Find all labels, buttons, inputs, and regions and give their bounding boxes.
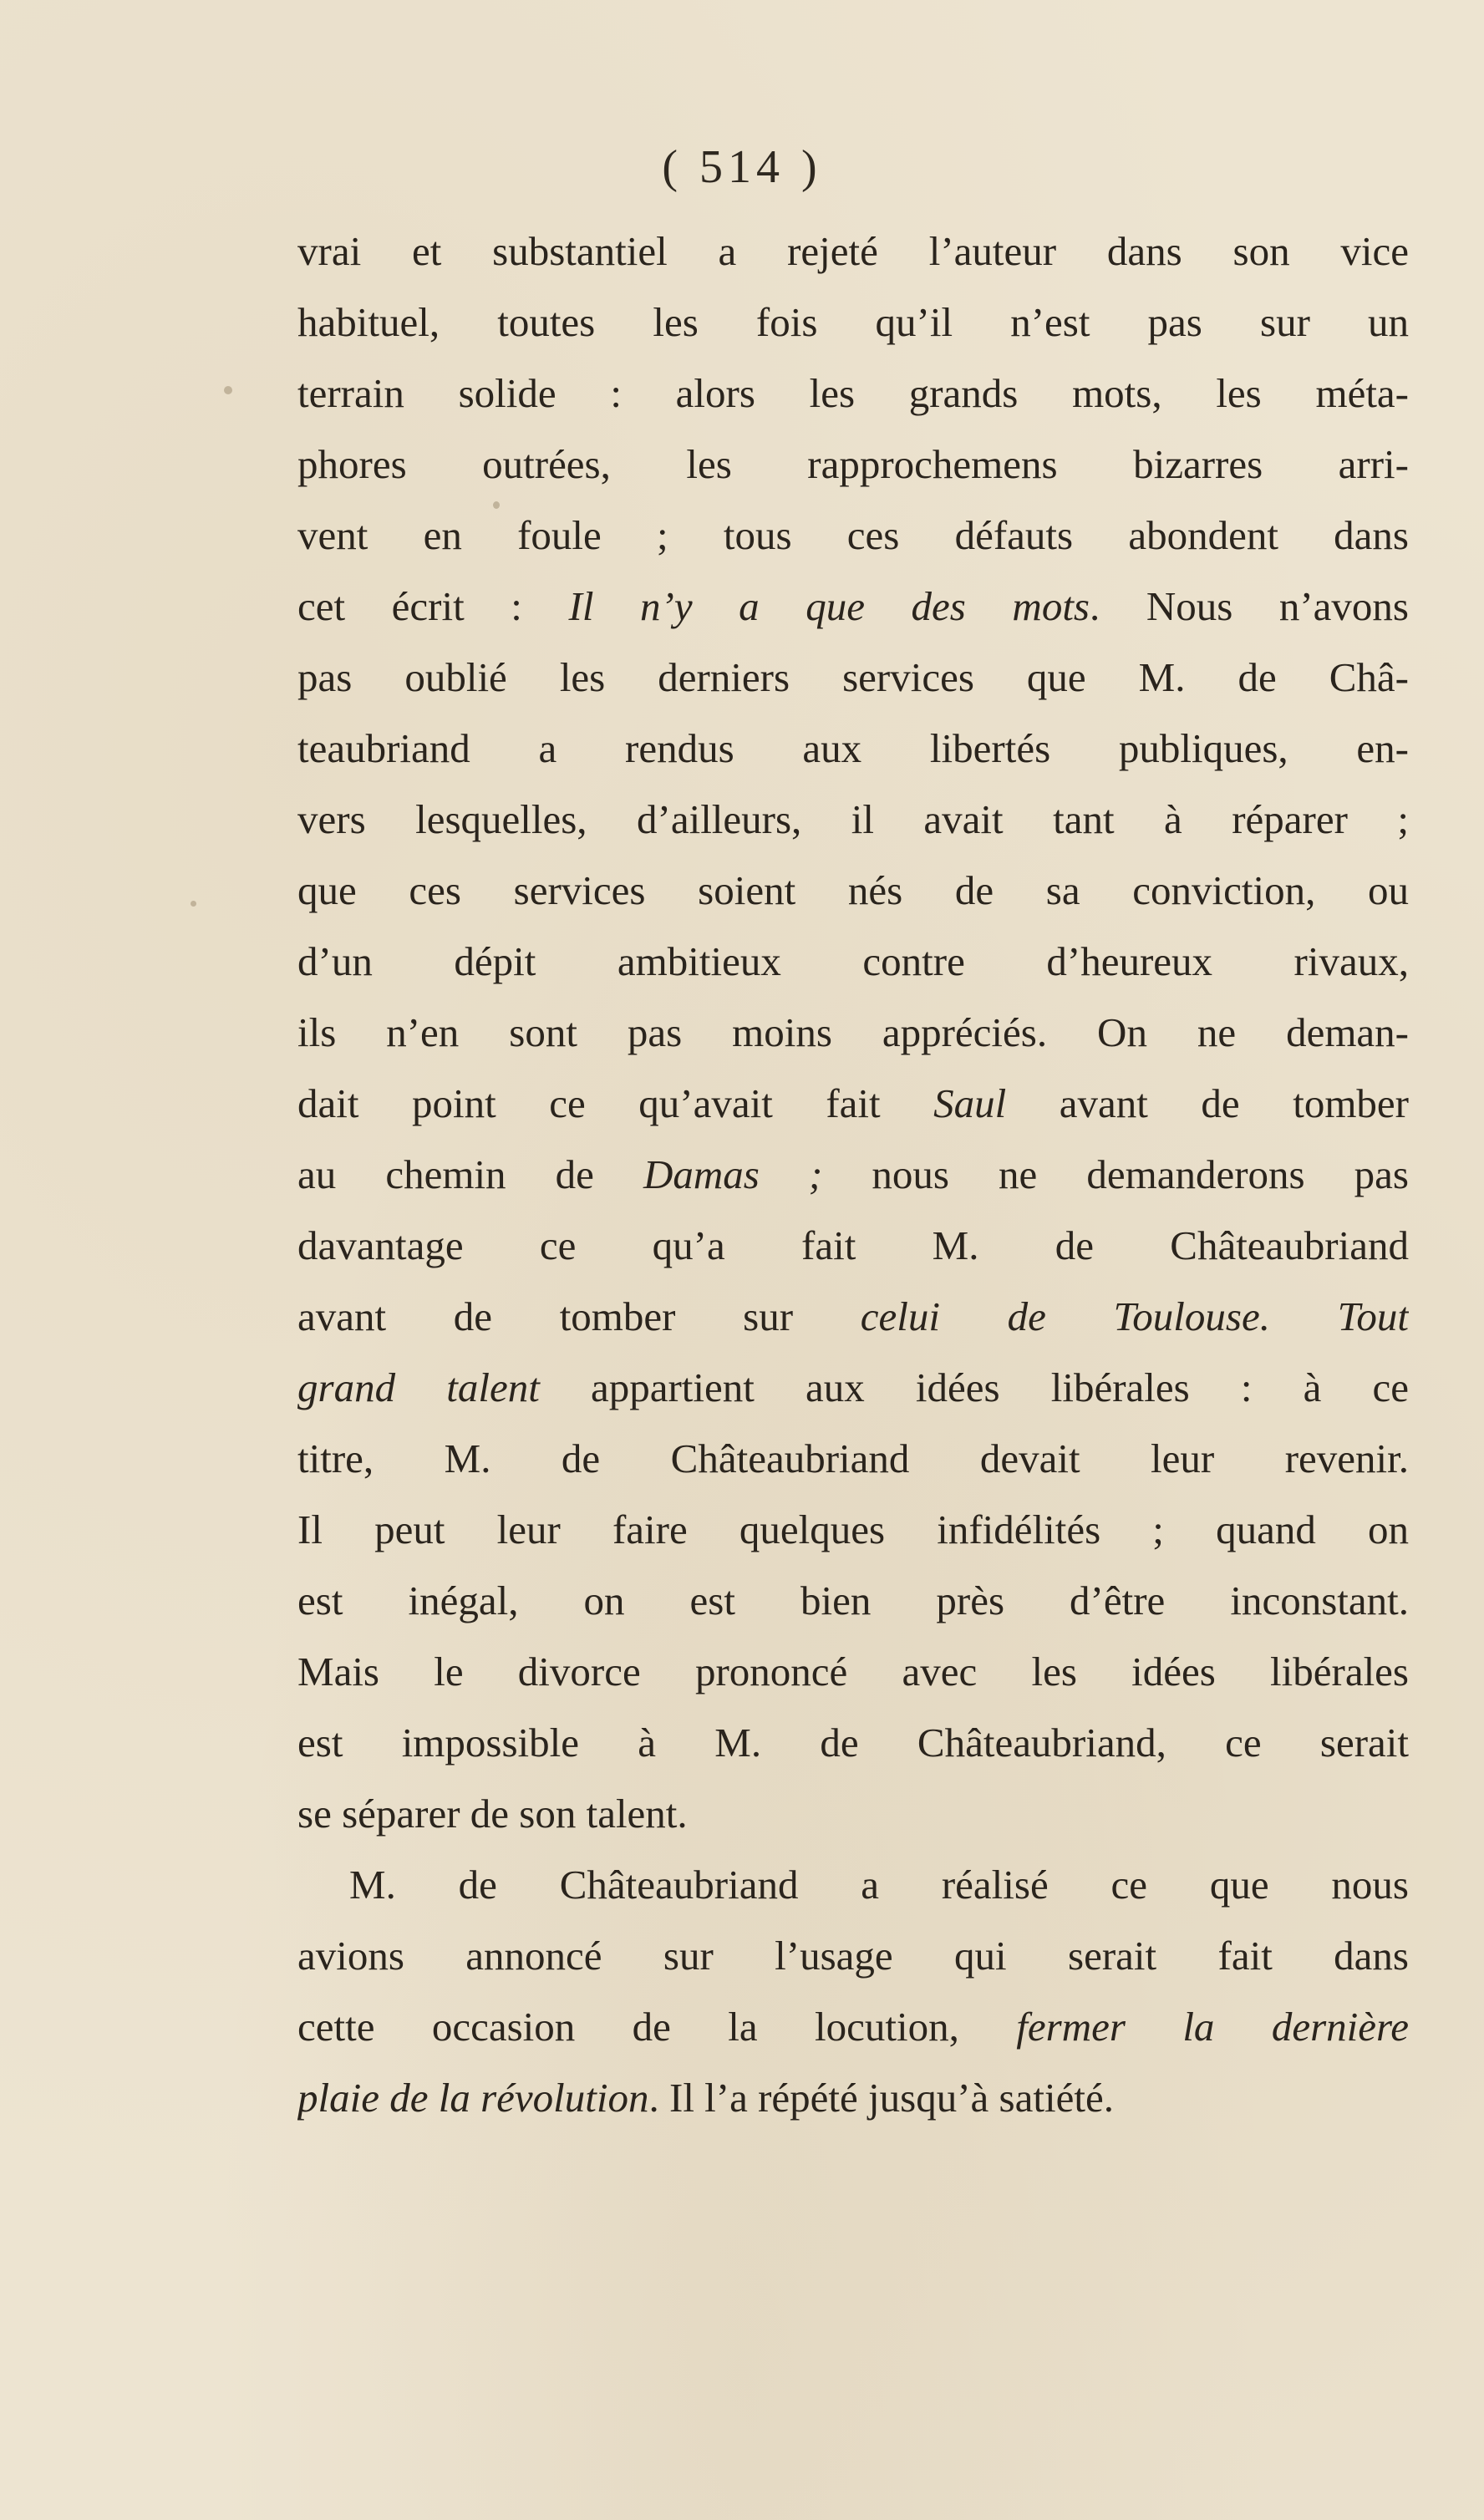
text-line	[297, 855, 1409, 926]
text-line	[297, 1494, 1409, 1565]
text-line	[297, 571, 1409, 642]
text-segment: est impossible à M. de Châteaubriand, ce serait	[297, 1720, 1409, 1766]
italic-text: fermer la dernière	[1016, 2004, 1409, 2050]
text-segment: phores outrées, les rapprochemens bizarres arri-	[297, 441, 1409, 487]
text-line	[297, 642, 1409, 713]
text-segment: titre, M. de Châteaubriand devait leur revenir.	[297, 1435, 1409, 1481]
text-segment: habituel, toutes les fois qu’il n’est pas sur un	[297, 299, 1409, 345]
italic-text: plaie de la révolution	[297, 2075, 649, 2121]
text-segment: . Il l’a répété jusqu’à satiété.	[648, 2075, 1114, 2121]
italic-text: celui de Toulouse. Tout	[860, 1293, 1409, 1339]
text-segment: nous ne demanderons pas	[822, 1151, 1409, 1197]
text-line	[297, 287, 1409, 358]
text-line	[297, 926, 1409, 997]
text-line	[297, 1991, 1409, 2062]
text-line	[297, 1281, 1409, 1352]
text-segment: teaubriand a rendus aux libertés publiques, en-	[297, 725, 1409, 771]
text-segment: cette occasion de la locution,	[297, 2004, 1017, 2050]
text-segment: avant de tomber sur	[297, 1293, 861, 1339]
text-line	[297, 1139, 1409, 1210]
italic-text: Saul	[933, 1080, 1007, 1126]
text-segment: Il peut leur faire quelques infidélités ; quand on	[297, 1506, 1409, 1552]
text-segment: se séparer de son talent.	[297, 1791, 688, 1837]
text-segment: que ces services soient nés de sa conviction, ou	[297, 867, 1409, 913]
text-segment: appartient aux idées libérales : à ce	[539, 1364, 1409, 1410]
text-line	[297, 784, 1409, 855]
text-segment: au chemin de	[297, 1151, 643, 1197]
italic-text: Il n’y a que des mots	[568, 583, 1090, 629]
foxing-spot	[191, 901, 196, 907]
text-line	[297, 997, 1409, 1068]
text-segment: est inégal, on est bien près d’être inconstant.	[297, 1578, 1409, 1623]
text-line	[297, 1210, 1409, 1281]
text-segment: avant de tomber	[1006, 1080, 1409, 1126]
text-line	[297, 1778, 1409, 1849]
text-line	[297, 1565, 1409, 1636]
text-line	[297, 1707, 1409, 1778]
text-line	[297, 1920, 1409, 1991]
text-segment: d’un dépit ambitieux contre d’heureux rivaux,	[297, 938, 1409, 984]
italic-text: grand talent	[297, 1364, 540, 1410]
text-line	[297, 500, 1409, 571]
text-line	[297, 1849, 1409, 1920]
text-segment: dait point ce qu’avait fait	[297, 1080, 934, 1126]
italic-text: Damas ;	[643, 1151, 823, 1197]
text-segment: vrai et substantiel a rejeté l’auteur dans son vice	[297, 228, 1409, 274]
text-segment: cet écrit :	[297, 583, 569, 629]
text-segment: davantage ce qu’a fait M. de Châteaubriand	[297, 1222, 1409, 1268]
text-line	[297, 713, 1409, 784]
text-segment: vent en foule ; tous ces défauts abondent dans	[297, 512, 1409, 558]
text-line	[297, 1352, 1409, 1423]
text-segment: avions annoncé sur l’usage qui serait fait dans	[297, 1933, 1409, 1979]
text-line	[297, 1423, 1409, 1494]
text-line	[297, 1068, 1409, 1139]
text-segment: M. de Châteaubriand a réalisé ce que nous	[349, 1862, 1409, 1908]
body-text	[297, 216, 1409, 2133]
text-segment: ils n’en sont pas moins appréciés. On ne deman-	[297, 1009, 1409, 1055]
text-line	[297, 1636, 1409, 1707]
text-segment: terrain solide : alors les grands mots, les méta-	[297, 370, 1409, 416]
text-segment: vers lesquelles, d’ailleurs, il avait tant à réparer ;	[297, 796, 1409, 842]
text-segment: Mais le divorce prononcé avec les idées libérales	[297, 1649, 1409, 1694]
text-line	[297, 358, 1409, 429]
foxing-spot	[493, 501, 500, 509]
foxing-spot	[224, 386, 232, 394]
text-segment: . Nous n’avons	[1090, 583, 1409, 629]
text-line	[297, 2062, 1409, 2133]
text-line	[297, 216, 1409, 287]
text-line	[297, 429, 1409, 500]
page-number: ( 514 )	[662, 141, 822, 193]
text-segment: pas oublié les derniers services que M. de Châ-	[297, 654, 1409, 700]
